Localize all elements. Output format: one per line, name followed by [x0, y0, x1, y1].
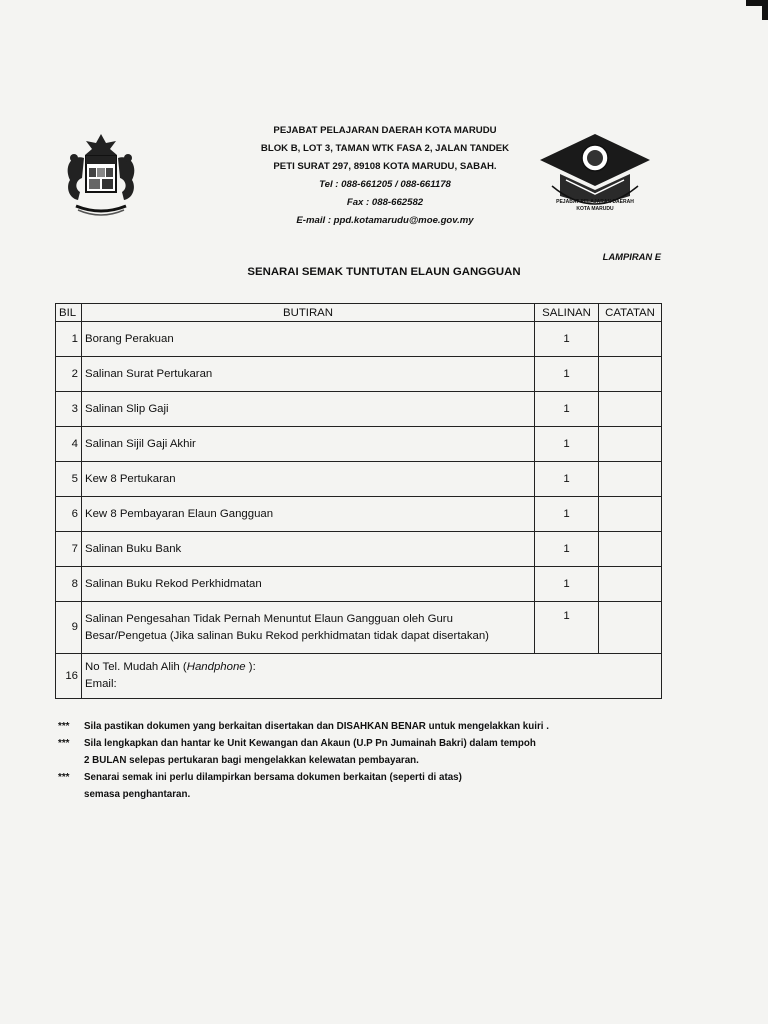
row-notes-cell[interactable] — [599, 462, 662, 497]
office-fax: Fax : 088-662582 — [346, 197, 424, 208]
header-catatan: CATATAN — [599, 304, 662, 322]
row-item: Kew 8 Pembayaran Elaun Gangguan — [82, 497, 535, 532]
document-title: SENARAI SEMAK TUNTUTAN ELAUN GANGGUAN — [247, 266, 521, 278]
row-copies: 1 — [535, 532, 599, 567]
table-row — [56, 427, 662, 462]
row-copies: 1 — [535, 462, 599, 497]
row-number: 7 — [56, 532, 82, 567]
table-row — [56, 462, 662, 497]
row-number: 2 — [56, 357, 82, 392]
office-email: E-mail : ppd.kotamarudu@moe.gov.my — [296, 215, 474, 226]
row-item — [82, 602, 535, 654]
row-notes-cell[interactable] — [599, 427, 662, 462]
note-line: 2 BULAN selepas pertukaran bagi mengelakkan kelewatan pembayaran. — [84, 755, 419, 766]
office-name: PEJABAT PELAJARAN DAERAH KOTA MARUDU — [273, 125, 497, 136]
note-item — [58, 769, 678, 803]
row-item: Salinan Buku Bank — [82, 532, 535, 567]
contact-row-number: 16 — [56, 654, 82, 699]
note-item — [58, 718, 678, 735]
phone-label-italic: Handphone — [186, 661, 246, 673]
row-notes-cell[interactable] — [599, 392, 662, 427]
note-marker: *** — [58, 738, 70, 749]
letterhead — [220, 122, 550, 230]
row-item: Salinan Slip Gaji — [82, 392, 535, 427]
row-copies: 1 — [535, 322, 599, 357]
row-item-line-2: Besar/Pengetua (Jika salinan Buku Rekod perkhidmatan tidak dapat disertakan) — [85, 629, 489, 642]
phone-label — [85, 659, 658, 676]
svg-text:KOTA MARUDU: KOTA MARUDU — [576, 206, 614, 212]
office-telephone: Tel : 088-661205 / 088-661178 — [319, 179, 451, 190]
attachment-label: LAMPIRAN E — [602, 251, 661, 262]
header-bil: BIL — [56, 304, 82, 322]
checklist-table — [55, 303, 662, 699]
row-copies: 1 — [535, 427, 599, 462]
row-item: Salinan Surat Pertukaran — [82, 357, 535, 392]
row-number: 4 — [56, 427, 82, 462]
note-line: semasa penghantaran. — [84, 789, 191, 800]
row-number: 1 — [56, 322, 82, 357]
row-notes-cell[interactable] — [599, 357, 662, 392]
table-row — [56, 602, 662, 654]
row-number: 6 — [56, 497, 82, 532]
contact-row — [56, 654, 662, 699]
row-notes-cell[interactable] — [599, 602, 662, 654]
note-marker: *** — [58, 721, 70, 732]
scan-corner-mark — [762, 0, 768, 20]
note-item — [58, 735, 678, 769]
row-item: Salinan Buku Rekod Perkhidmatan — [82, 567, 535, 602]
coat-of-arms-logo — [56, 128, 146, 220]
notes-section — [58, 718, 678, 803]
note-line: Sila pastikan dokumen yang berkaitan disertakan dan DISAHKAN BENAR untuk mengelakkan kuiri . — [84, 721, 549, 732]
header-salinan: SALINAN — [535, 304, 599, 322]
table-row — [56, 532, 662, 567]
note-line: Senarai semak ini perlu dilampirkan bersama dokumen berkaitan (seperti di atas) — [84, 772, 462, 783]
row-item: Kew 8 Pertukaran — [82, 462, 535, 497]
row-number: 8 — [56, 567, 82, 602]
table-row — [56, 357, 662, 392]
row-item: Borang Perakuan — [82, 322, 535, 357]
contact-details-cell[interactable] — [82, 654, 662, 699]
header-butiran: BUTIRAN — [82, 304, 535, 322]
table-header-row — [56, 304, 662, 322]
table-row — [56, 392, 662, 427]
row-number: 5 — [56, 462, 82, 497]
table-row — [56, 497, 662, 532]
svg-text:PEJABAT PELAJARAN DAERAH: PEJABAT PELAJARAN DAERAH — [556, 199, 634, 205]
row-copies: 1 — [535, 497, 599, 532]
phone-label-end: ): — [245, 661, 256, 673]
phone-label-text: No Tel. Mudah Alih ( — [85, 661, 187, 673]
row-notes-cell[interactable] — [599, 567, 662, 602]
row-item-line-1: Salinan Pengesahan Tidak Pernah Menuntut Elaun Gangguan oleh Guru — [85, 612, 453, 625]
row-copies: 1 — [535, 392, 599, 427]
district-office-logo — [536, 130, 654, 216]
table-row — [56, 322, 662, 357]
office-address-line-1: BLOK B, LOT 3, TAMAN WTK FASA 2, JALAN TANDEK — [260, 143, 510, 154]
row-number: 3 — [56, 392, 82, 427]
row-number: 9 — [56, 602, 82, 654]
row-notes-cell[interactable] — [599, 532, 662, 567]
office-address-line-2: PETI SURAT 297, 89108 KOTA MARUDU, SABAH. — [273, 161, 497, 172]
row-item: Salinan Sijil Gaji Akhir — [82, 427, 535, 462]
row-copies: 1 — [535, 567, 599, 602]
row-copies: 1 — [535, 357, 599, 392]
row-notes-cell[interactable] — [599, 322, 662, 357]
note-marker: *** — [58, 772, 70, 783]
row-copies: 1 — [535, 602, 599, 654]
table-row — [56, 567, 662, 602]
row-notes-cell[interactable] — [599, 497, 662, 532]
note-line: Sila lengkapkan dan hantar ke Unit Kewangan dan Akaun (U.P Pn Jumainah Bakri) dalam tempoh — [84, 738, 536, 749]
email-label: Email: — [85, 678, 117, 690]
